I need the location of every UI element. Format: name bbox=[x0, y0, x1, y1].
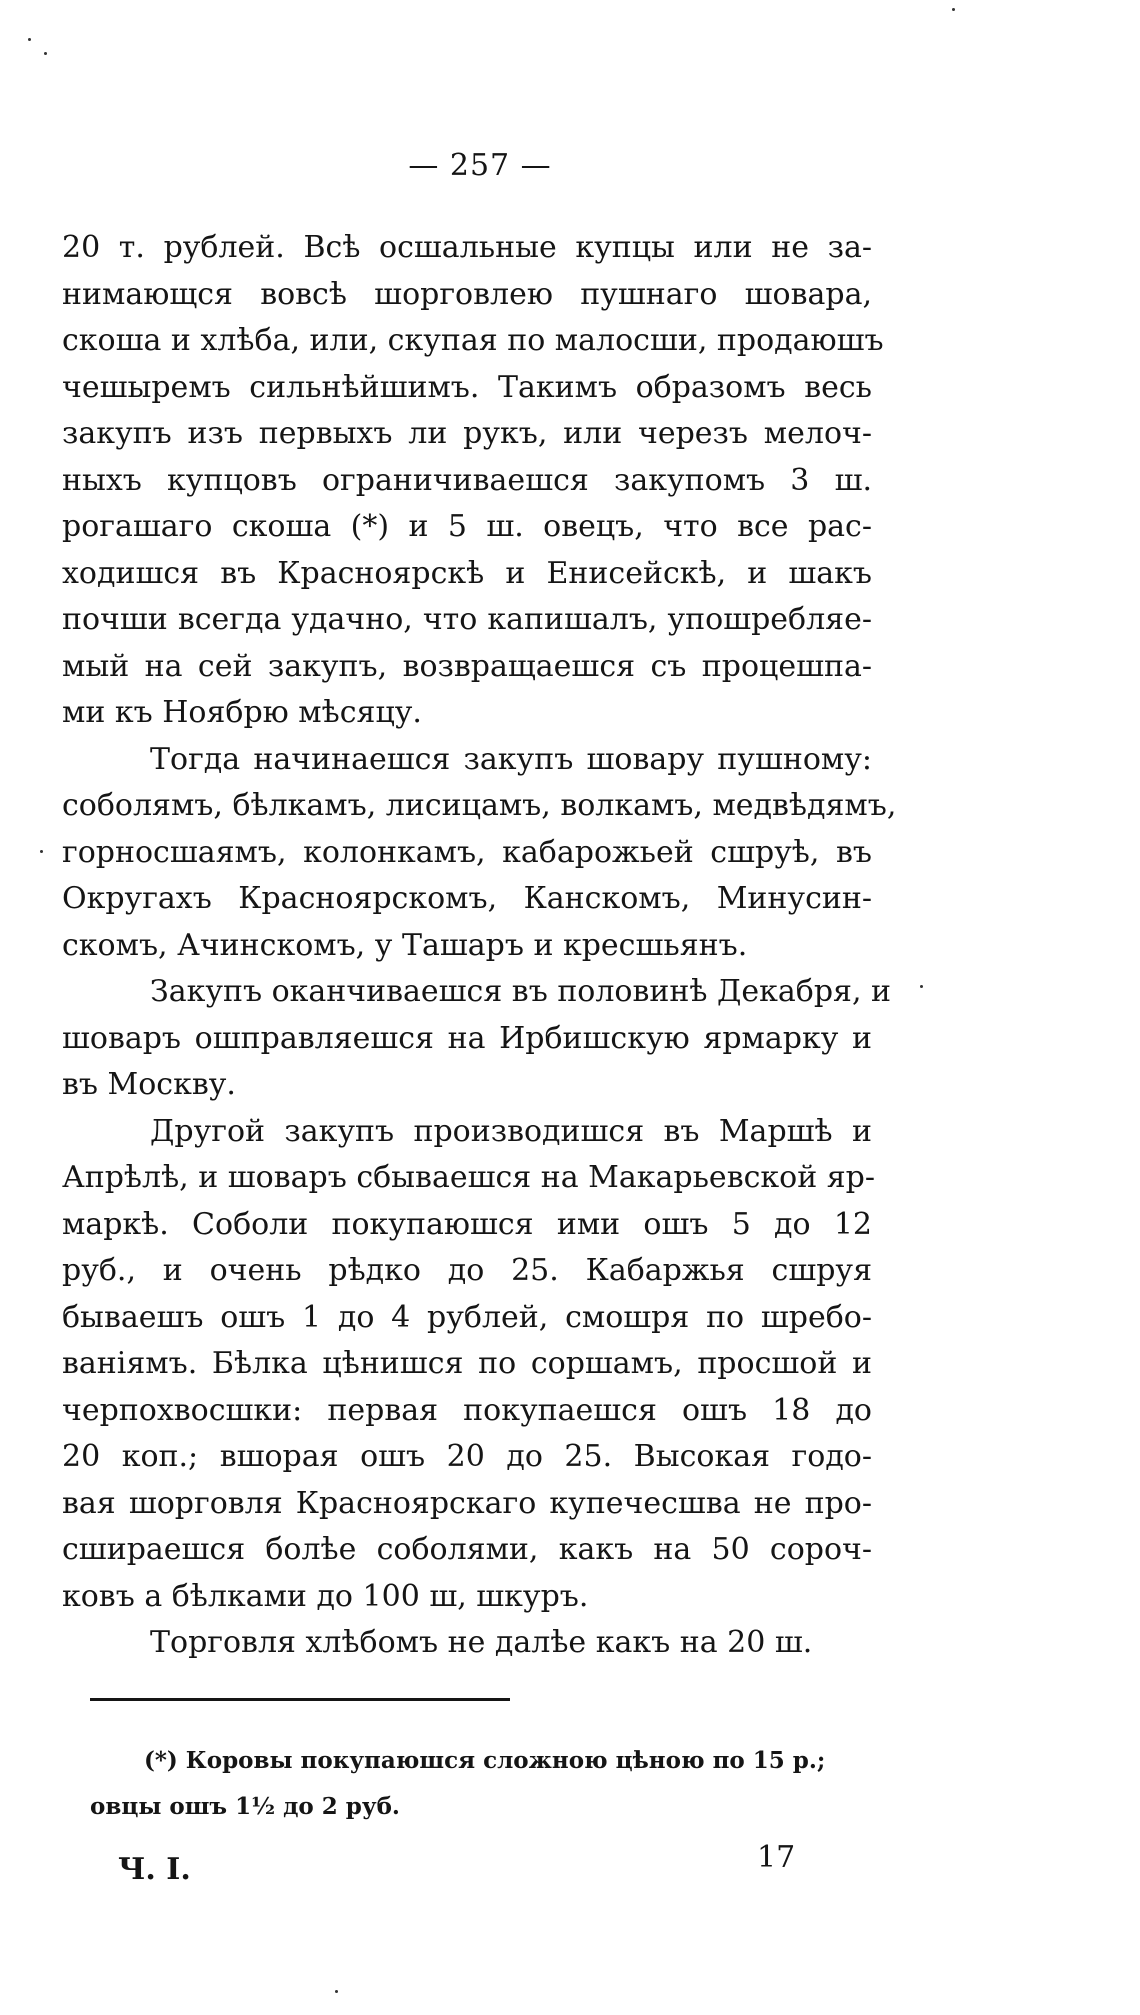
text-line: скоша и хлѣба, или, скупая по малосши, продаюшъ bbox=[62, 323, 884, 358]
footnote-line: (*) Коровы покупаюшся сложною цѣною по 15 р.; bbox=[144, 1747, 826, 1774]
scan-speck bbox=[28, 38, 31, 41]
footnote bbox=[90, 1738, 890, 1830]
paragraph-first-line: Торговля хлѣбомъ не далѣе какъ на 20 ш. bbox=[150, 1625, 813, 1660]
footnote-divider bbox=[90, 1698, 510, 1701]
text-line: Апрѣлѣ, и шоваръ сбываешся на Макарьевской яр- bbox=[62, 1160, 875, 1195]
text-line: закупъ изъ первыхъ ли рукъ, или черезъ мелоч- bbox=[62, 416, 872, 451]
scan-speck bbox=[952, 8, 955, 11]
text-line: бываешъ ошъ 1 до 4 рублей, смошря по шребо- bbox=[62, 1299, 872, 1335]
text-line: соболямъ, бѣлкамъ, лисицамъ, волкамъ, медвѣдямъ, bbox=[62, 788, 897, 823]
signature-mark: Ч. I. bbox=[118, 1852, 191, 1887]
text-line: ваніямъ. Бѣлка цѣнишся по соршамъ, просшой и bbox=[62, 1346, 872, 1381]
text-line: шоваръ ошправляешся на Ирбишскую ярмарку и bbox=[62, 1020, 872, 1056]
scan-speck bbox=[920, 985, 923, 988]
scan-speck bbox=[44, 52, 47, 55]
text-line: Округахъ Красноярскомъ, Канскомъ, Минусин- bbox=[62, 881, 872, 916]
text-line: черпохвосшки: первая покупаешся ошъ 18 до bbox=[62, 1392, 872, 1428]
scan-speck bbox=[335, 1990, 338, 1993]
text-line: ходишся въ Красноярскѣ и Енисейскѣ, и шакъ bbox=[62, 555, 872, 591]
body-text bbox=[62, 225, 897, 1667]
page-number: — 257 — bbox=[408, 148, 552, 183]
text-line: рогашаго скоша (*) и 5 ш. овецъ, что все рас- bbox=[62, 509, 872, 544]
paragraph-first-line: Другой закупъ производишся въ Маршѣ и bbox=[150, 1113, 872, 1149]
text-line: нимающся вовсѣ шорговлею пушнаго шовара, bbox=[62, 276, 872, 312]
text-line: мый на сей закупъ, возвращаешся съ процешпа- bbox=[62, 648, 872, 684]
paragraph-first-line: Закупъ оканчиваешся въ половинѣ Декабря, и bbox=[150, 974, 892, 1009]
text-line: 20 т. рублей. Всѣ осшальные купцы или не за- bbox=[62, 230, 872, 265]
text-line: сшираешся болѣе соболями, какъ на 50 сороч- bbox=[62, 1532, 872, 1567]
text-line: чешыремъ сильнѣйшимъ. Такимъ образомъ весь bbox=[62, 369, 872, 405]
text-line: ковъ а бѣлками до 100 ш, шкуръ. bbox=[62, 1578, 589, 1614]
scan-speck bbox=[40, 850, 43, 853]
footnote-line: овцы ошъ 1½ до 2 руб. bbox=[90, 1793, 400, 1820]
text-line: руб., и очень рѣдко до 25. Кабаржья сшруя bbox=[62, 1253, 872, 1288]
text-line: 20 коп.; вшорая ошъ 20 до 25. Высокая годо- bbox=[62, 1439, 872, 1474]
sheet-number: 17 bbox=[757, 1840, 796, 1875]
text-line: скомъ, Ачинскомъ, у Ташаръ и кресшьянъ. bbox=[62, 927, 748, 963]
text-line: вая шорговля Красноярскаго купечесшва не про- bbox=[62, 1485, 872, 1521]
text-line: ми къ Ноябрю мѣсяцу. bbox=[62, 695, 422, 730]
text-line: горносшаямъ, колонкамъ, кабарожьей сшруѣ, въ bbox=[62, 834, 872, 870]
text-line: почши всегда удачно, что капишалъ, упошребляе- bbox=[62, 602, 872, 637]
text-line: ныхъ купцовъ ограничиваешся закупомъ 3 ш. bbox=[62, 462, 872, 498]
paragraph-first-line: Тогда начинаешся закупъ шовару пушному: bbox=[150, 741, 872, 777]
text-line: маркѣ. Соболи покупаюшся ими ошъ 5 до 12 bbox=[62, 1206, 872, 1242]
text-line: въ Москву. bbox=[62, 1067, 236, 1102]
